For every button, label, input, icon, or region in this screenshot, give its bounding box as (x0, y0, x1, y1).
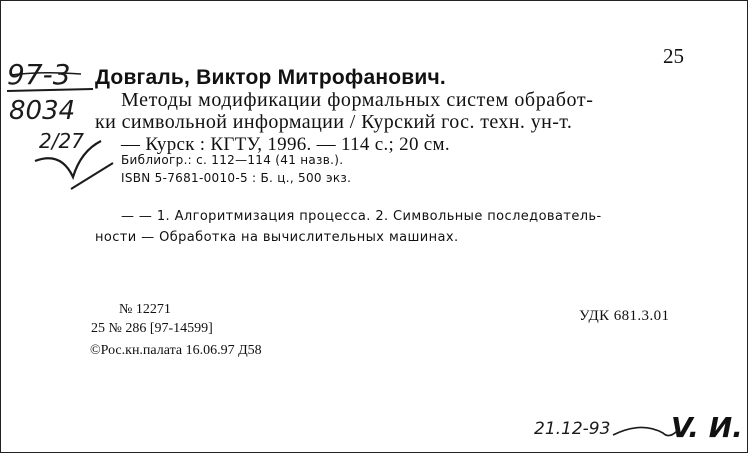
udk-classification: УДК 681.3.01 (579, 308, 670, 324)
handwritten-initials: V. И. (671, 411, 743, 444)
shelf-mark-stroke (11, 73, 81, 75)
imprint-line: — Курск : КГТУ, 1996. — 114 с.; 20 см. (121, 134, 450, 155)
handwritten-date: 21.12-93 (534, 419, 611, 439)
handwritten-inventory-number: 8034 (9, 96, 76, 126)
handwritten-shelf-mark: 97-3 (7, 58, 71, 91)
title-line-1: Методы модификации формальных систем обработ- (121, 89, 594, 111)
author-heading: Довгаль, Виктор Митрофанович. (95, 66, 446, 89)
handwriting-strokes (1, 1, 750, 456)
handwritten-code: 2/27 (39, 129, 84, 153)
signature-flourish (613, 427, 677, 435)
subject-line-2: ности — Обработка на вычислительных машинах. (95, 230, 459, 245)
subject-line-1: — — 1. Алгоритмизация процесса. 2. Символьные последователь- (121, 209, 602, 224)
title-line-2: ки символьной информации / Курский гос. техн. ун-т. (95, 111, 573, 133)
shelf-mark-underline (7, 89, 93, 91)
check-mark (35, 141, 101, 177)
page-number: 25 (663, 44, 684, 68)
isbn-line: ISBN 5-7681-0010-5 : Б. ц., 500 экз. (121, 171, 352, 185)
book-chamber-stamp: ©Рос.кн.палата 16.06.97 Д58 (90, 343, 262, 358)
bibliography-note: Библиогр.: с. 112—114 (41 назв.). (121, 153, 344, 167)
record-number: № 12271 (119, 302, 171, 317)
record-registration: 25 № 286 [97-14599] (91, 321, 213, 336)
